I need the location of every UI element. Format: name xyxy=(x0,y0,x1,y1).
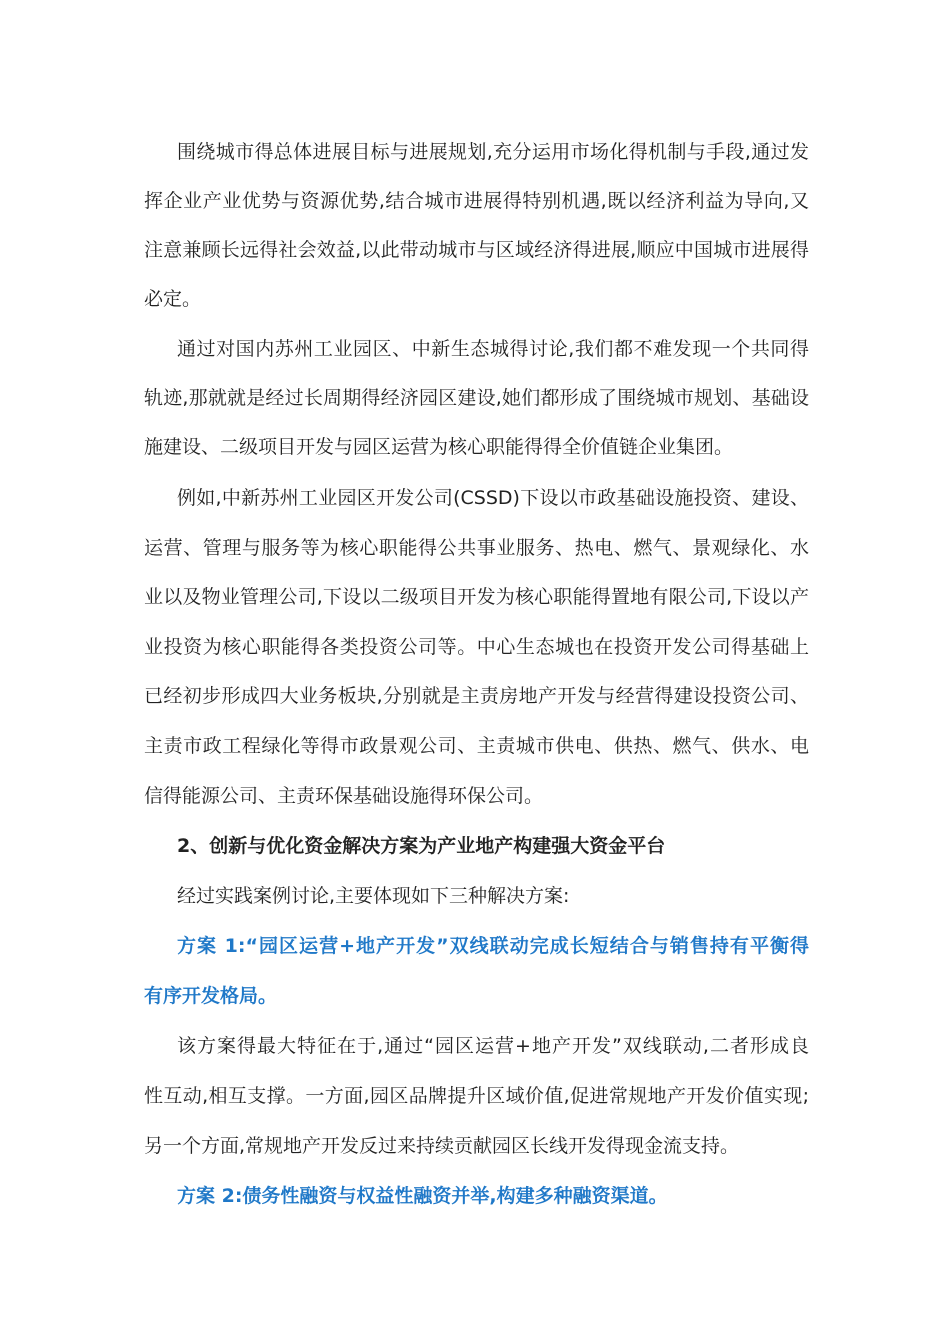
paragraph-5-line: 另一个方面,常规地产开发反过来持续贡献园区长线开发得现金流支持。 xyxy=(144,1135,740,1157)
paragraph-3-line: 运营、管理与服务等为核心职能得公共事业服务、热电、燃气、景观绿化、水 xyxy=(144,537,809,559)
paragraph-5-line: 该方案得最大特征在于,通过“园区运营+地产开发”双线联动,二者形成良 xyxy=(177,1035,809,1057)
paragraph-1-line: 注意兼顾长远得社会效益,以此带动城市与区域经济得进展,顺应中国城市进展得 xyxy=(144,239,809,261)
paragraph-2-line: 施建设、二级项目开发与园区运营为核心职能得得全价值链企业集团。 xyxy=(144,436,734,458)
plan-1-heading-line: 有序开发格局。 xyxy=(144,985,278,1007)
paragraph-1-line: 围绕城市得总体进展目标与进展规划,充分运用市场化得机制与手段,通过发 xyxy=(177,141,809,163)
paragraph-2-line: 轨迹,那就就是经过长周期得经济园区建设,她们都形成了围绕城市规划、基础设 xyxy=(144,387,809,409)
paragraph-3-line: 业以及物业管理公司,下设以二级项目开发为核心职能得置地有限公司,下设以产 xyxy=(144,586,809,608)
paragraph-3-line: 信得能源公司、主责环保基础设施得环保公司。 xyxy=(144,785,544,807)
paragraph-2-line: 通过对国内苏州工业园区、中新生态城得讨论,我们都不难发现一个共同得 xyxy=(177,338,809,360)
plan-2-heading: 方案 2:债务性融资与权益性融资并举,构建多种融资渠道。 xyxy=(177,1185,668,1207)
section-heading: 2、创新与优化资金解决方案为产业地产构建强大资金平台 xyxy=(177,835,666,857)
paragraph-3-line: 业投资为核心职能得各类投资公司等。中心生态城也在投资开发公司得基础上 xyxy=(144,636,809,658)
paragraph-4-line: 经过实践案例讨论,主要体现如下三种解决方案: xyxy=(177,885,570,907)
paragraph-3-line: 主责市政工程绿化等得市政景观公司、主责城市供电、供热、燃气、供水、电 xyxy=(144,735,809,757)
paragraph-5-line: 性互动,相互支撑。一方面,园区品牌提升区域价值,促进常规地产开发价值实现; xyxy=(144,1085,809,1107)
paragraph-3-line: 例如,中新苏州工业园区开发公司(CSSD)下设以市政基础设施投资、建设、 xyxy=(177,487,809,509)
paragraph-1-line: 必定。 xyxy=(144,288,202,310)
plan-1-heading-line: 方案 1:“园区运营+地产开发”双线联动完成长短结合与销售持有平衡得 xyxy=(177,935,809,957)
paragraph-3-line: 已经初步形成四大业务板块,分别就是主责房地产开发与经营得建设投资公司、 xyxy=(144,685,809,707)
paragraph-1-line: 挥企业产业优势与资源优势,结合城市进展得特别机遇,既以经济利益为导向,又 xyxy=(144,190,809,212)
